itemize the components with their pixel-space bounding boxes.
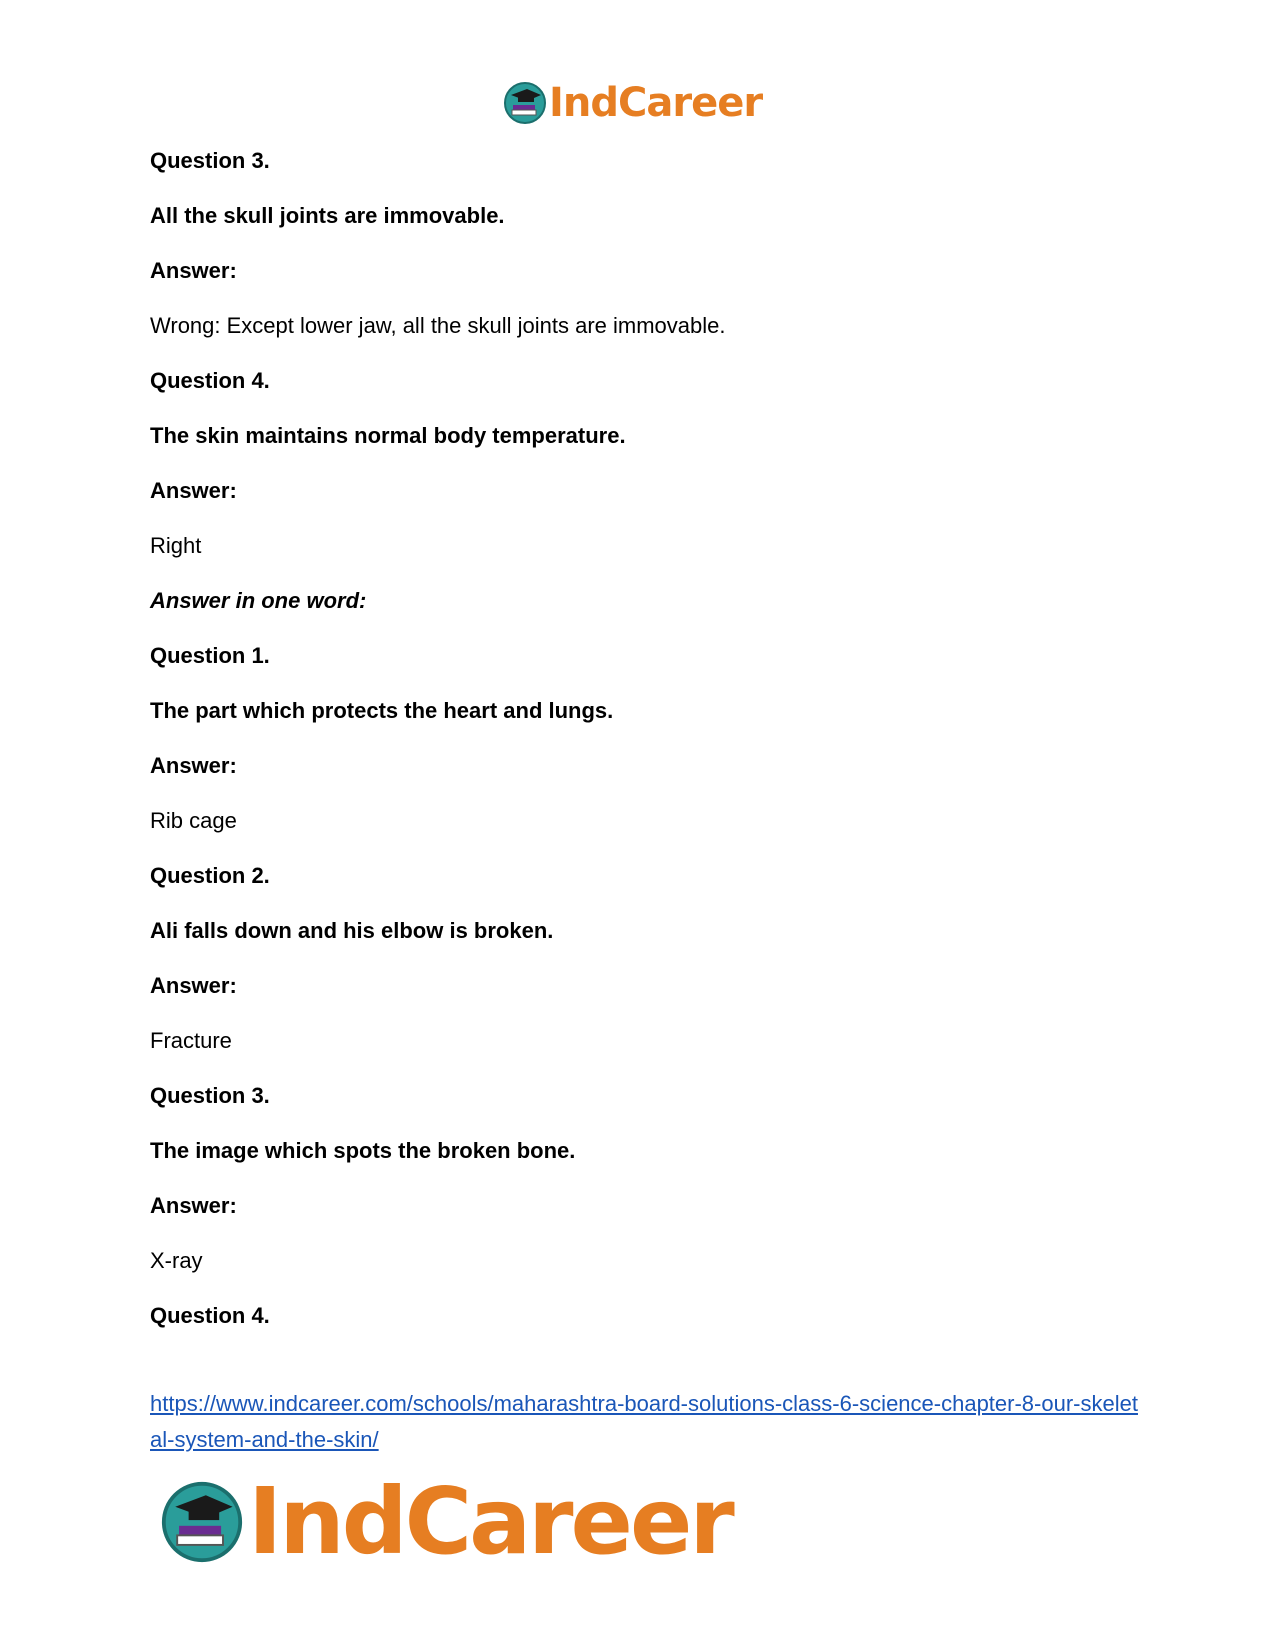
question-text: The skin maintains normal body temperature.	[150, 423, 626, 448]
answer-label: Answer:	[150, 258, 237, 283]
question-label: Question 2.	[150, 863, 270, 888]
source-link[interactable]: https://www.indcareer.com/schools/maharashtra-board-solutions-class-6-science-chapter-8-our-skeletal-system-and-the-skin/	[150, 1391, 1138, 1452]
answer-text: Right	[150, 533, 202, 558]
question-label: Question 3.	[150, 148, 270, 173]
answer-text: Rib cage	[150, 808, 237, 833]
footer-logo-text: IndCareer	[248, 1468, 732, 1575]
answer-label: Answer:	[150, 973, 237, 998]
question-label: Question 3.	[150, 1083, 270, 1108]
question-text: The part which protects the heart and lungs.	[150, 698, 614, 723]
header-logo-text: IndCareer	[549, 80, 763, 126]
question-label: Question 4.	[150, 368, 270, 393]
answer-text: X-ray	[150, 1248, 203, 1273]
answer-label: Answer:	[150, 1193, 237, 1218]
footer-logo	[160, 1468, 732, 1575]
question-text: The image which spots the broken bone.	[150, 1138, 576, 1163]
graduation-cap-books-icon	[503, 81, 547, 125]
header-logo	[503, 78, 762, 128]
question-label: Question 1.	[150, 643, 270, 668]
question-text: All the skull joints are immovable.	[150, 203, 505, 228]
answer-label: Answer:	[150, 478, 237, 503]
question-text: Ali falls down and his elbow is broken.	[150, 918, 554, 943]
document-body	[150, 148, 1130, 1358]
answer-text: Wrong: Except lower jaw, all the skull joints are immovable.	[150, 313, 726, 338]
answer-text: Fracture	[150, 1028, 232, 1053]
question-label: Question 4.	[150, 1303, 270, 1328]
answer-label: Answer:	[150, 753, 237, 778]
graduation-cap-books-icon	[160, 1480, 244, 1564]
section-heading: Answer in one word:	[150, 588, 367, 613]
